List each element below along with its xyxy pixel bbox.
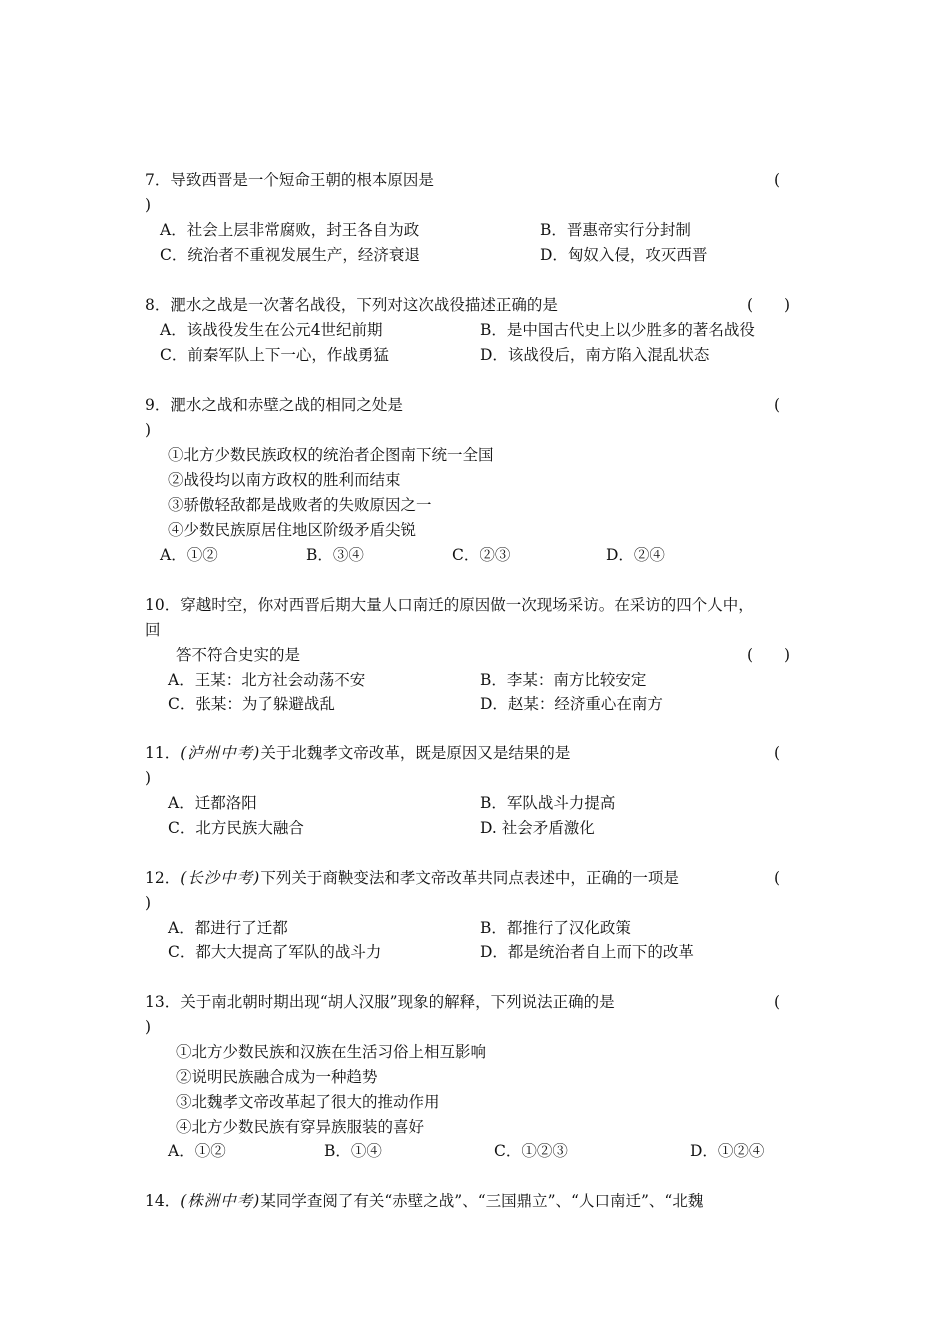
q8-option-c: C．前秦军队上下一心，作战勇猛 [160, 346, 389, 364]
q13-option-d: D．①②④ [690, 1142, 765, 1160]
q8-bracket: ( ) [747, 296, 791, 314]
q13-stem: 13．关于南北朝时期出现“胡人汉服”现象的解释，下列说法正确的是 [145, 993, 615, 1011]
q7-option-b: B．晋惠帝实行分封制 [540, 221, 691, 239]
q7-option-a: A．社会上层非常腐败，封王各自为政 [160, 221, 420, 239]
q13-statement-4: ④北方少数民族有穿异族服装的喜好 [176, 1118, 425, 1136]
q7-bracket-open: ( [774, 171, 781, 189]
q11-stem: 关于北魏孝文帝改革，既是原因又是结果的是 [260, 744, 571, 762]
q14-source: (株洲中考) [180, 1192, 261, 1210]
q11-source: (泸州中考) [180, 744, 261, 762]
q12-option-b: B．都推行了汉化政策 [480, 919, 631, 937]
q10-option-a: A．王某：北方社会动荡不安 [168, 671, 366, 689]
q13-bracket-close: ) [145, 1018, 152, 1036]
q10-option-d: D．赵某：经济重心在南方 [480, 695, 663, 713]
q14-number: 14． [145, 1192, 181, 1210]
q11-option-b: B．军队战斗力提高 [480, 794, 616, 812]
q9-stem: 9．淝水之战和赤壁之战的相同之处是 [145, 396, 403, 414]
q8-option-b: B．是中国古代史上以少胜多的著名战役 [480, 321, 755, 339]
q13-option-a: A．①② [168, 1142, 226, 1160]
q9-statement-3: ③骄傲轻敌都是战败者的失败原因之一 [168, 496, 432, 514]
q7-stem: 7．导致西晋是一个短命王朝的根本原因是 [145, 171, 434, 189]
q10-stem: 10．穿越时空，你对西晋后期大量人口南迁的原因做一次现场采访。在采访的四个人中， [145, 596, 754, 614]
q9-option-c: C．②③ [452, 546, 511, 564]
q10-stem-wrap: 回 [145, 621, 161, 639]
q13-statement-2: ②说明民族融合成为一种趋势 [176, 1068, 378, 1086]
q12-stem-line [145, 868, 679, 888]
q9-statement-1: ①北方少数民族政权的统治者企图南下统一全国 [168, 446, 494, 464]
q12-number: 12． [145, 869, 181, 887]
q11-option-a: A．迁都洛阳 [168, 794, 257, 812]
q12-bracket-close: ) [145, 894, 152, 912]
q13-statement-3: ③北魏孝文帝改革起了很大的推动作用 [176, 1093, 440, 1111]
q10-option-c: C．张某：为了躲避战乱 [168, 695, 335, 713]
q14-stem-line [145, 1191, 703, 1211]
q8-stem: 8．淝水之战是一次著名战役，下列对这次战役描述正确的是 [145, 296, 558, 314]
q10-stem-continued: 答不符合史实的是 [176, 646, 301, 664]
q12-bracket-open: ( [774, 869, 781, 887]
q10-bracket: ( ) [747, 646, 791, 664]
q13-option-b: B．①④ [324, 1142, 382, 1160]
q9-option-a: A．①② [160, 546, 218, 564]
q13-option-c: C．①②③ [494, 1142, 568, 1160]
q11-option-d: D. 社会矛盾激化 [480, 819, 595, 837]
q9-option-d: D．②④ [606, 546, 665, 564]
q9-option-b: B．③④ [306, 546, 364, 564]
q11-number: 11． [145, 744, 181, 762]
q11-option-c: C．北方民族大融合 [168, 819, 304, 837]
q7-bracket-close: ) [145, 196, 152, 214]
q12-option-c: C．都大大提高了军队的战斗力 [168, 943, 382, 961]
q9-statement-2: ②战役均以南方政权的胜利而结束 [168, 471, 401, 489]
q11-bracket-open: ( [774, 744, 781, 762]
q9-bracket-close: ) [145, 421, 152, 439]
q11-stem-line [145, 743, 570, 763]
q11-bracket-close: ) [145, 769, 152, 787]
q12-option-a: A．都进行了迁都 [168, 919, 288, 937]
q7-option-d: D．匈奴入侵，攻灭西晋 [540, 246, 708, 264]
q14-stem: 某同学查阅了有关“赤壁之战”、“三国鼎立”、“人口南迁”、“北魏 [260, 1192, 704, 1210]
q10-option-b: B．李某：南方比较安定 [480, 671, 647, 689]
q13-statement-1: ①北方少数民族和汉族在生活习俗上相互影响 [176, 1043, 487, 1061]
q8-option-a: A．该战役发生在公元4世纪前期 [160, 321, 383, 339]
q12-option-d: D．都是统治者自上而下的改革 [480, 943, 694, 961]
q8-option-d: D．该战役后，南方陷入混乱状态 [480, 346, 710, 364]
q9-bracket-open: ( [774, 396, 781, 414]
q12-source: (长沙中考) [180, 869, 261, 887]
q13-bracket-open: ( [774, 993, 781, 1011]
q12-stem: 下列关于商鞅变法和孝文帝改革共同点表述中，正确的一项是 [260, 869, 679, 887]
q9-statement-4: ④少数民族原居住地区阶级矛盾尖锐 [168, 521, 417, 539]
q7-option-c: C．统治者不重视发展生产，经济衰退 [160, 246, 420, 264]
